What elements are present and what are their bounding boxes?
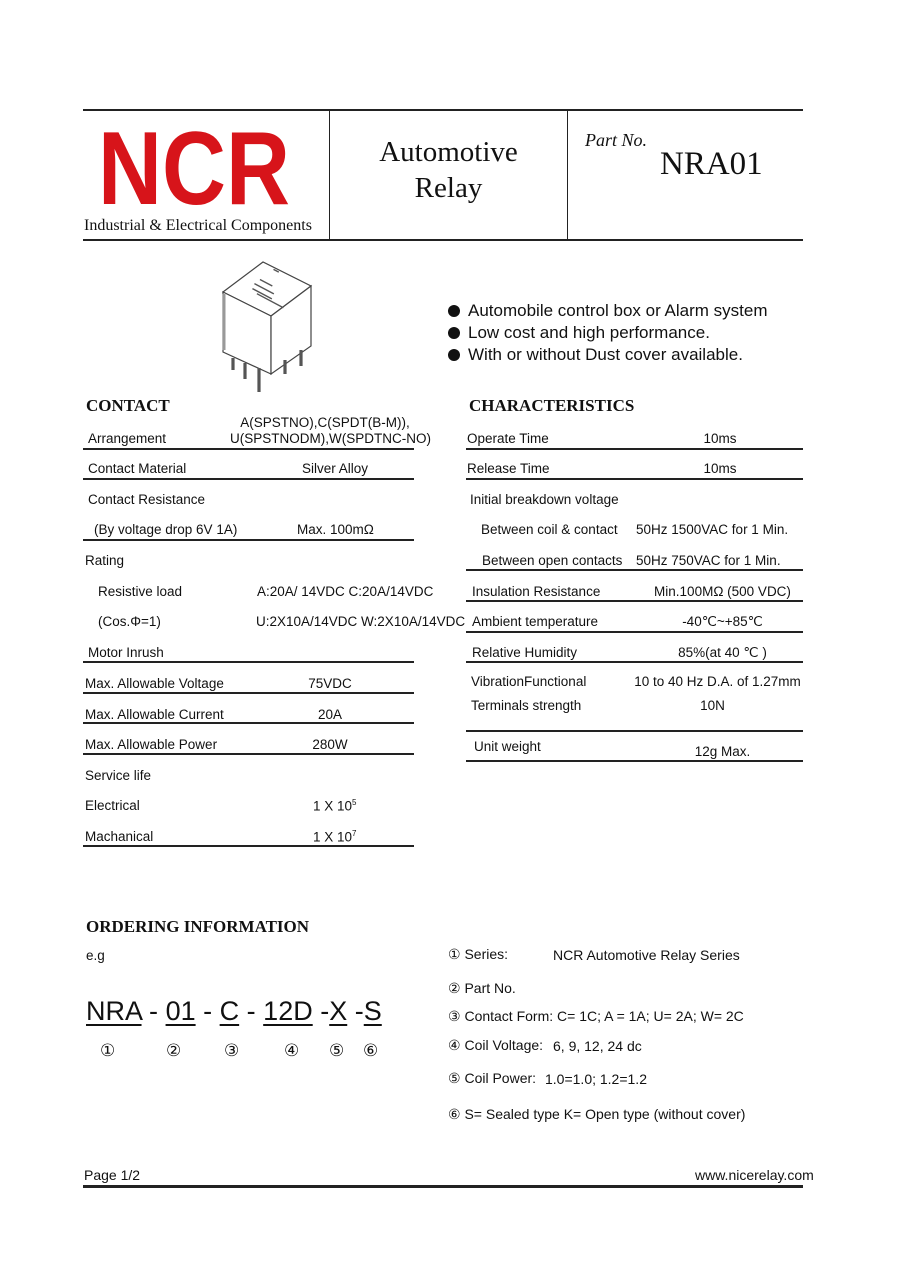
insulation-label: Insulation Resistance: [472, 584, 601, 599]
legend-num: ⑥: [448, 1106, 461, 1122]
bullet-icon: [448, 327, 460, 339]
max-power-value: 280W: [312, 737, 348, 752]
bullet-icon: [448, 349, 460, 361]
open-contacts-value: 50Hz 750VAC for 1 Min.: [636, 553, 781, 568]
row-rule: [83, 692, 414, 694]
terminals-value: 10N: [700, 698, 725, 713]
vibration-value: 10 to 40 Hz D.A. of 1.27mm: [634, 674, 801, 689]
mechanical-value: [313, 829, 356, 845]
legend-num: ⑤: [448, 1070, 461, 1086]
code-marker: ④: [284, 1041, 300, 1060]
footer-rule: [83, 1185, 803, 1188]
doc-title: [330, 134, 567, 206]
code-marker: ⑤: [329, 1041, 345, 1060]
unit-weight-label: Unit weight: [474, 739, 541, 754]
code-sep: -: [320, 996, 330, 1026]
cos-value: U:2X10A/14VDC W:2X10A/14VDC: [256, 614, 466, 629]
contact-resistance-label: Contact Resistance: [88, 492, 206, 507]
humidity-label: Relative Humidity: [472, 645, 578, 660]
ncr-logo-icon: [98, 118, 298, 218]
operate-time-value: 10ms: [703, 431, 737, 446]
mechanical-base: 1 X 10: [313, 829, 353, 845]
legend-item-contact-form: [448, 1008, 744, 1025]
legend-item-series: [448, 946, 508, 963]
ambient-label: Ambient temperature: [472, 614, 599, 629]
code-marker: ③: [224, 1041, 240, 1060]
open-contacts-label: Between open contacts: [482, 553, 623, 568]
legend-text: Series:: [464, 946, 509, 962]
relay-icon: [215, 256, 325, 396]
mechanical-label: Machanical: [85, 829, 154, 844]
contact-material-value: Silver Alloy: [301, 461, 369, 476]
mechanical-exponent: 7: [352, 829, 357, 838]
max-current-label: Max. Allowable Current: [85, 707, 224, 722]
code-marker: ②: [166, 1041, 182, 1060]
code-part-3: C: [219, 996, 240, 1026]
legend-text: Part No.: [464, 980, 516, 996]
part-number: NRA01: [660, 146, 763, 182]
row-rule: [83, 539, 414, 541]
row-rule: [83, 661, 414, 663]
bullet-icon: [448, 305, 460, 317]
code-part-6: S: [363, 996, 382, 1026]
legend-text: Contact Form: C= 1C; A = 1A; U= 2A; W= 2C: [464, 1008, 744, 1024]
code-part-1: NRA: [86, 996, 142, 1026]
row-rule: [466, 631, 803, 633]
row-rule: [83, 753, 414, 755]
row-rule: [466, 760, 803, 762]
legend-text: S= Sealed type K= Open type (without cover): [464, 1106, 746, 1122]
ambient-value: -40℃~+85℃: [682, 614, 763, 629]
feature-text: Low cost and high performance.: [468, 323, 710, 342]
row-rule: [466, 478, 803, 480]
code-sep: -: [246, 996, 256, 1026]
arrangement-value-1: A(SPSTNO),C(SPDT(B-M)),: [240, 415, 410, 430]
arrangement-value-2: U(SPSTNODM),W(SPDTNC-NO): [230, 431, 431, 446]
release-time-value: 10ms: [703, 461, 737, 476]
doc-title-line1: Automotive: [379, 136, 518, 168]
coil-contact-value: 50Hz 1500VAC for 1 Min.: [636, 522, 789, 537]
code-part-2: 01: [165, 996, 196, 1026]
legend-item-part: [448, 980, 516, 997]
legend-num: ③: [448, 1008, 461, 1024]
insulation-value: Min.100MΩ (500 VDC): [654, 584, 791, 599]
company-tagline: Industrial & Electrical Components: [84, 217, 312, 234]
code-marker: ①: [100, 1041, 116, 1060]
feature-text: Automobile control box or Alarm system: [468, 301, 768, 320]
max-voltage-label: Max. Allowable Voltage: [85, 676, 224, 691]
contact-resistance-sub: (By voltage drop 6V 1A): [94, 522, 238, 537]
code-sep: -: [203, 996, 213, 1026]
website-link[interactable]: www.nicerelay.com: [695, 1167, 814, 1183]
resistive-load-value: A:20A/ 14VDC C:20A/14VDC: [257, 584, 434, 599]
breakdown-label: Initial breakdown voltage: [470, 492, 619, 507]
legend-num: ①: [448, 946, 461, 962]
electrical-value: [313, 798, 356, 814]
feature-item: [448, 345, 743, 365]
electrical-label: Electrical: [85, 798, 140, 813]
electrical-base: 1 X 10: [313, 798, 353, 814]
row-rule: [466, 448, 803, 450]
row-rule: [83, 448, 414, 450]
relay-product-image: [215, 256, 325, 396]
header-top-rule: [83, 109, 803, 111]
contact-material-label: Contact Material: [88, 461, 187, 476]
cos-label: (Cos.Φ=1): [98, 614, 161, 629]
code-part-4: 12D: [263, 996, 313, 1026]
row-rule: [466, 730, 803, 732]
feature-item: [448, 301, 768, 321]
order-code: [86, 996, 382, 1027]
row-rule: [83, 722, 414, 724]
electrical-exponent: 5: [352, 798, 357, 807]
code-part-5: X: [329, 996, 348, 1026]
contact-heading: CONTACT: [86, 396, 170, 415]
legend-coil-power-value: 1.0=1.0; 1.2=1.2: [545, 1071, 647, 1087]
max-voltage-value: 75VDC: [308, 676, 352, 691]
page-number: Page 1/2: [84, 1167, 141, 1183]
service-life-label: Service life: [85, 768, 152, 783]
doc-title-line2: Relay: [414, 172, 483, 204]
ordering-heading: ORDERING INFORMATION: [86, 917, 310, 936]
legend-item-coil-voltage: [448, 1037, 543, 1054]
motor-inrush-label: Motor Inrush: [88, 645, 164, 660]
logo-text: NCR: [98, 118, 290, 218]
eg-label: e.g: [86, 948, 105, 963]
max-power-label: Max. Allowable Power: [85, 737, 218, 752]
vibration-label: VibrationFunctional: [471, 674, 587, 689]
coil-contact-label: Between coil & contact: [481, 522, 618, 537]
part-label: Part No.: [585, 130, 648, 150]
row-rule: [466, 661, 803, 663]
row-rule: [466, 569, 803, 571]
legend-item-coil-power: [448, 1070, 536, 1087]
row-rule: [83, 845, 414, 847]
row-rule: [83, 478, 414, 480]
unit-weight-value: 12g Max.: [694, 744, 751, 759]
code-sep: -: [149, 996, 159, 1026]
legend-series-value: NCR Automotive Relay Series: [553, 947, 740, 963]
header-bottom-rule: [83, 239, 803, 241]
humidity-value: 85%(at 40 ℃ ): [678, 645, 767, 660]
release-time-label: Release Time: [467, 461, 550, 476]
header-divider-2: [567, 110, 568, 240]
code-marker: ⑥: [363, 1041, 379, 1060]
characteristics-heading: CHARACTERISTICS: [469, 396, 635, 415]
rating-label: Rating: [85, 553, 125, 568]
resistive-load-label: Resistive load: [98, 584, 183, 599]
max-current-value: 20A: [317, 707, 343, 722]
legend-text: Coil Voltage:: [464, 1037, 544, 1053]
operate-time-label: Operate Time: [467, 431, 549, 446]
legend-coil-voltage-value: 6, 9, 12, 24 dc: [553, 1038, 642, 1054]
arrangement-label: Arrangement: [88, 431, 167, 446]
legend-item-cover: [448, 1106, 745, 1123]
contact-resistance-value: Max. 100mΩ: [297, 522, 374, 537]
legend-text: Coil Power:: [464, 1070, 537, 1086]
feature-text: With or without Dust cover available.: [468, 345, 743, 364]
terminals-label: Terminals strength: [471, 698, 582, 713]
code-sep: -: [354, 996, 364, 1026]
legend-num: ②: [448, 980, 461, 996]
legend-num: ④: [448, 1037, 461, 1053]
row-rule: [466, 600, 803, 602]
ncr-logo: [98, 118, 298, 218]
feature-item: [448, 323, 710, 343]
